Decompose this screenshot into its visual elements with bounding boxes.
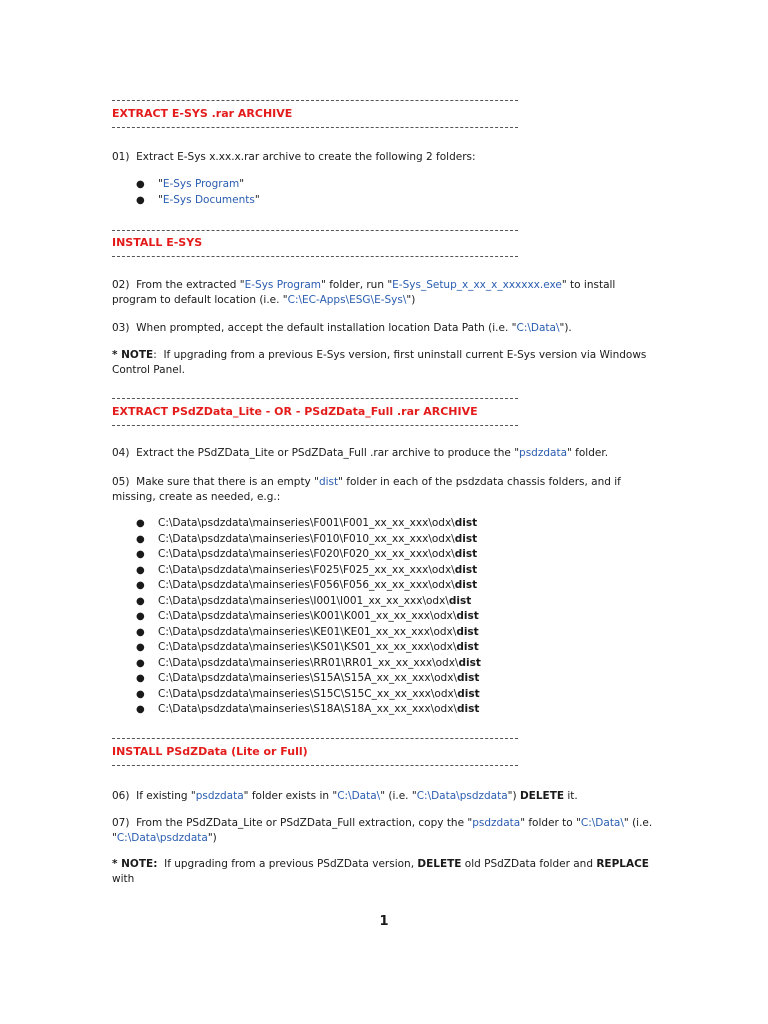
- step-07: 07) From the PSdZData_Lite or PSdZData_Full extraction, copy the "psdzdata" folder to "C:\Data\" (i.e. "C:\Data\psdzdata"): [112, 817, 653, 844]
- step-06: 06) If existing "psdzdata" folder exists in "C:\Data\" (i.e. "C:\Data\psdzdata") DELETE it.: [112, 790, 578, 802]
- dist-folder-name: dist: [456, 703, 480, 715]
- step-05: 05) Make sure that there is an empty "dist" folder in each of the psdzdata chassis folders, and if missing, create as needed, e.g.:: [112, 476, 621, 503]
- note-esys-upgrade: * NOTE: If upgrading from a previous E-Sys version, first uninstall current E-Sys version via Windows Control Panel.: [112, 349, 647, 376]
- dist-path-item: [158, 595, 471, 607]
- dist-folder-name: dist: [457, 687, 480, 700]
- bullet-icon: ●: [136, 533, 145, 545]
- dist-path-item: [158, 657, 481, 669]
- dist-path-base: C:\Data\psdzdata\mainseries\KE01\KE01_xx_xx_xxx\odx\: [158, 625, 457, 638]
- dist-path-base: C:\Data\psdzdata\mainseries\F056\F056_xx_xx_xxx\odx\: [158, 579, 455, 591]
- dist-path-base: C:\Data\psdzdata\mainseries\S15C\S15C_xx_xx_xxx\odx\: [158, 687, 458, 700]
- bullet-icon: ●: [136, 580, 145, 591]
- step-01: 01) Extract E-Sys x.xx.x.rar archive to create the following 2 folders:: [112, 151, 476, 163]
- divider-line: [112, 230, 518, 231]
- bullet-icon: ●: [136, 657, 145, 669]
- dist-folder-name: dist: [448, 594, 472, 607]
- dist-path-item: [158, 672, 479, 684]
- step-04: 04) Extract the PSdZData_Lite or PSdZData_Full .rar archive to produce the "psdzdata" folder.: [112, 447, 609, 459]
- bullet-icon: ●: [136, 673, 145, 684]
- section-heading-extract-esys: EXTRACT E-SYS .rar ARCHIVE: [112, 107, 293, 120]
- dist-path-item: [158, 610, 479, 622]
- bullet-icon: ●: [136, 564, 145, 576]
- bullet-icon: ●: [136, 179, 145, 190]
- bullet-icon: ●: [136, 642, 145, 653]
- dist-path-base: C:\Data\psdzdata\mainseries\RR01\RR01_xx_xx_xxx\odx\: [158, 656, 459, 669]
- bullet-icon: ●: [136, 549, 145, 560]
- dist-path-item: [158, 564, 477, 576]
- section-heading-install-psdzdata: INSTALL PSdZData (Lite or Full): [112, 745, 308, 758]
- dist-path-base: C:\Data\psdzdata\mainseries\I001\I001_xx_xx_xxx\odx\: [158, 594, 449, 607]
- section-heading-install-esys: INSTALL E-SYS: [112, 236, 203, 249]
- divider-line: [112, 398, 518, 399]
- dist-path-item: [158, 688, 480, 700]
- dist-folder-name: dist: [456, 641, 479, 653]
- bullet-icon: ●: [136, 195, 145, 206]
- dist-path-item: [158, 548, 477, 560]
- folder-list-item: "E-Sys Documents": [158, 194, 260, 206]
- bullet-icon: ●: [136, 704, 145, 715]
- dist-folder-name: dist: [454, 563, 478, 576]
- section-heading-extract-psdzdata: EXTRACT PSdZData_Lite - OR - PSdZData_Full .rar ARCHIVE: [112, 405, 478, 418]
- dist-path-base: C:\Data\psdzdata\mainseries\F001\F001_xx_xx_xxx\odx\: [158, 517, 455, 529]
- dist-path-base: C:\Data\psdzdata\mainseries\S15A\S15A_xx_xx_xxx\odx\: [158, 672, 457, 684]
- divider-line: [112, 127, 518, 128]
- dist-folder-name: dist: [454, 517, 478, 529]
- dist-path-base: C:\Data\psdzdata\mainseries\F020\F020_xx_xx_xxx\odx\: [158, 548, 455, 560]
- step-02: 02) From the extracted "E-Sys Program" folder, run "E-Sys_Setup_x_xx_x_xxxxxx.exe" to install program to default location (i.e. "C:\EC-Apps\ESG\E-Sys\"): [112, 279, 616, 306]
- dist-path-base: C:\Data\psdzdata\mainseries\S18A\S18A_xx_xx_xxx\odx\: [158, 703, 457, 715]
- note-psdzdata-upgrade: * NOTE: If upgrading from a previous PSdZData version, DELETE old PSdZData folder and REPLACE with: [112, 858, 649, 885]
- dist-path-item: [158, 626, 479, 638]
- divider-line: [112, 738, 518, 739]
- dist-folder-name: dist: [454, 579, 478, 591]
- bullet-icon: ●: [136, 626, 145, 638]
- bullet-icon: ●: [136, 611, 145, 622]
- folder-list-item: "E-Sys Program": [158, 178, 245, 190]
- bullet-icon: ●: [136, 688, 145, 700]
- dist-folder-name: dist: [454, 532, 478, 545]
- dist-folder-name: dist: [456, 610, 479, 622]
- divider-line: [112, 765, 518, 766]
- divider-line: [112, 100, 518, 101]
- bullet-icon: ●: [136, 595, 145, 607]
- page-number: 1: [379, 914, 389, 929]
- dist-path-item: [158, 703, 479, 715]
- dist-path-base: C:\Data\psdzdata\mainseries\F010\F010_xx_xx_xxx\odx\: [158, 532, 455, 545]
- bullet-icon: ●: [136, 518, 145, 529]
- dist-folder-name: dist: [456, 625, 479, 638]
- step-03: 03) When prompted, accept the default installation location Data Path (i.e. "C:\Data\").: [112, 322, 572, 334]
- dist-path-base: C:\Data\psdzdata\mainseries\KS01\KS01_xx_xx_xxx\odx\: [158, 641, 457, 653]
- dist-path-base: C:\Data\psdzdata\mainseries\K001\K001_xx_xx_xxx\odx\: [158, 610, 457, 622]
- dist-folder-name: dist: [454, 548, 478, 560]
- dist-folder-name: dist: [458, 656, 481, 669]
- dist-path-item: [158, 533, 477, 545]
- dist-path-item: [158, 579, 477, 591]
- dist-path-base: C:\Data\psdzdata\mainseries\F025\F025_xx_xx_xxx\odx\: [158, 563, 455, 576]
- dist-path-item: [158, 517, 477, 529]
- divider-line: [112, 256, 518, 257]
- dist-folder-name: dist: [456, 672, 480, 684]
- divider-line: [112, 425, 518, 426]
- dist-path-item: [158, 641, 479, 653]
